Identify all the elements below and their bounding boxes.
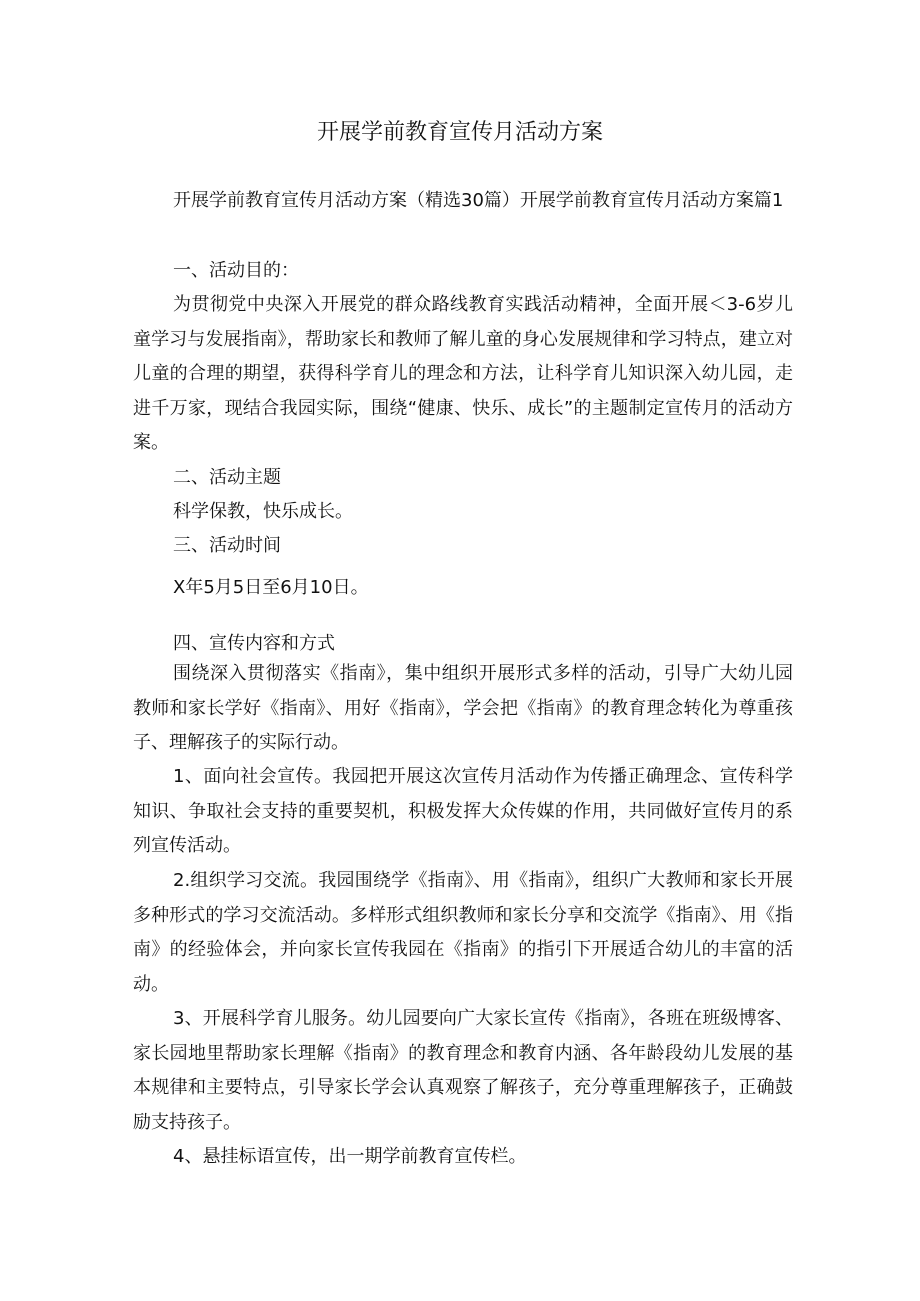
document-title: 开展学前教育宣传月活动方案 [316, 120, 603, 145]
paragraph-item-4: 4、悬挂标语宣传，出一期学前教育宣传栏。 [173, 1146, 527, 1167]
paragraph-activity-theme: 科学保教，快乐成长。 [173, 501, 353, 522]
heading-activity-theme: 二、活动主题 [173, 467, 281, 488]
paragraph-content-and-methods: 围绕深入贯彻落实《指南》，集中组织开展形式多样的活动，引导广大幼儿园教师和家长学好《指南》、用好《指南》，学会把《指南》的教育理念转化为尊重孩子、理解孩子的实际行动。 [133, 663, 793, 754]
paragraph-activity-time: X年5月5日至6月10日。 [173, 577, 369, 598]
paragraph-item-2: 2.组织学习交流。我园围绕学《指南》、用《指南》，组织广大教师和家长开展多种形式的学习交流活动。多样形式组织教师和家长分享和交流学《指南》、用《指南》的经验体会，并向家长宣传我园在《指南》的指引下开展适合幼儿的丰富的活动。 [133, 870, 793, 995]
heading-content-and-methods: 四、宣传内容和方式 [173, 633, 335, 654]
paragraph-activity-purpose: 为贯彻党中央深入开展党的群众路线教育实践活动精神，全面开展＜3-6岁儿童学习与发展指南》，帮助家长和教师了解儿童的身心发展规律和学习特点，建立对儿童的合理的期望，获得科学育儿的理念和方法，让科学育儿知识深入幼儿园，走进千万家，现结合我园实际，围绕“健康、快乐、成长”的主题制定宣传月的活动方案。 [133, 294, 793, 454]
paragraph-item-3: 3、开展科学育儿服务。幼儿园要向广大家长宣传《指南》，各班在班级博客、家长园地里帮助家长理解《指南》的教育理念和教育内涵、各年龄段幼儿发展的基本规律和主要特点，引导家长学会认真观察了解孩子，充分尊重理解孩子，正确鼓励支持孩子。 [133, 1008, 793, 1133]
heading-activity-time: 三、活动时间 [173, 535, 281, 556]
heading-activity-purpose: 一、活动目的： [173, 260, 299, 281]
paragraph-intro: 开展学前教育宣传月活动方案（精选30篇）开展学前教育宣传月活动方案篇1 [173, 190, 784, 211]
paragraph-item-1: 1、面向社会宣传。我园把开展这次宣传月活动作为传播正确理念、宣传科学知识、争取社会支持的重要契机，积极发挥大众传媒的作用，共同做好宣传月的系列宣传活动。 [133, 766, 793, 857]
